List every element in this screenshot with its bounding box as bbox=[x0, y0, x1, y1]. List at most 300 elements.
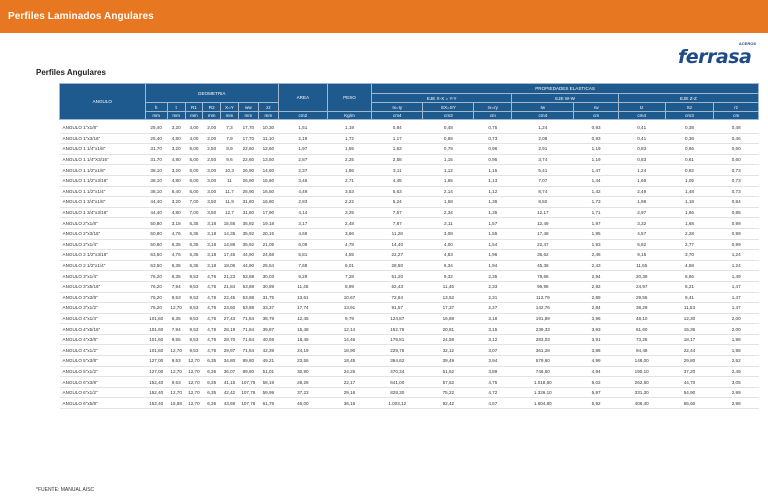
table-cell: 0,79 bbox=[423, 144, 474, 155]
table-cell: 24,68 bbox=[258, 250, 278, 261]
table-cell: 2,92 bbox=[574, 281, 618, 292]
table-cell: 107,76 bbox=[238, 398, 258, 409]
table-cell: 20,15 bbox=[258, 228, 278, 239]
table-cell: 25,54 bbox=[258, 260, 278, 271]
table-cell: 4,00 bbox=[185, 120, 203, 134]
col-prop-0: Ix=Iy bbox=[372, 103, 423, 112]
table-cell: 7,94 bbox=[167, 324, 185, 335]
table-cell: 71,84 bbox=[238, 334, 258, 345]
table-cell: 18,06 bbox=[221, 260, 239, 271]
table-cell: 1,95 bbox=[574, 228, 618, 239]
table-cell: 35,92 bbox=[238, 228, 258, 239]
table-cell: 5,97 bbox=[574, 387, 618, 398]
table-cell: 12,70 bbox=[167, 366, 185, 377]
table-cell: 9,53 bbox=[167, 356, 185, 367]
table-cell: 2,98 bbox=[714, 398, 759, 409]
table-cell: 6,01 bbox=[327, 260, 371, 271]
table-cell: 0,95 bbox=[474, 154, 512, 165]
table-cell: 9,53 bbox=[185, 313, 203, 324]
table-cell: 11,10 bbox=[258, 133, 278, 144]
table-cell: 9,53 bbox=[185, 292, 203, 303]
table-cell: 35,92 bbox=[238, 218, 258, 229]
col-geom-2: R1 bbox=[185, 103, 203, 112]
table-cell: 17,90 bbox=[258, 207, 278, 218]
table-cell: 2,84 bbox=[574, 303, 618, 314]
table-cell: 14,40 bbox=[372, 239, 423, 250]
table-row bbox=[60, 334, 759, 345]
table-cell: 6,35 bbox=[185, 239, 203, 250]
table-cell: 2,46 bbox=[574, 250, 618, 261]
unit-cell: mm bbox=[145, 112, 167, 120]
table-cell: 7,9 bbox=[221, 133, 239, 144]
table-cell: 6,35 bbox=[203, 366, 221, 377]
table-cell: 91,57 bbox=[372, 303, 423, 314]
table-cell: 361,28 bbox=[512, 345, 574, 356]
table-cell: 11,53 bbox=[665, 303, 714, 314]
profile-name: ANGULO 3"x1/4" bbox=[60, 271, 146, 282]
table-cell: 112,79 bbox=[512, 292, 574, 303]
table-cell: 71,84 bbox=[238, 345, 258, 356]
table-cell: 101,60 bbox=[145, 334, 167, 345]
table-cell: 1,48 bbox=[665, 186, 714, 197]
table-cell: 2,89 bbox=[574, 292, 618, 303]
table-cell: 25,40 bbox=[145, 133, 167, 144]
table-cell: 8,99 bbox=[327, 281, 371, 292]
table-cell: 29,80 bbox=[665, 356, 714, 367]
profile-name: ANGULO 1 1/4"x1/8" bbox=[60, 144, 146, 155]
table-cell: 61,78 bbox=[258, 398, 278, 409]
profile-name: ANGULO 2"x1/8" bbox=[60, 218, 146, 229]
table-cell: 2,22 bbox=[327, 197, 371, 208]
table-cell: 6,35 bbox=[203, 356, 221, 367]
table-cell: 3,20 bbox=[167, 197, 185, 208]
table-cell: 1,47 bbox=[574, 165, 618, 176]
table-cell: 2,00 bbox=[203, 133, 221, 144]
table-cell: 61,60 bbox=[618, 324, 665, 335]
table-cell: 36,62 bbox=[512, 250, 574, 261]
table-cell: 3,20 bbox=[167, 144, 185, 155]
table-cell: 1,47 bbox=[714, 292, 759, 303]
table-row bbox=[60, 144, 759, 155]
table-cell: 9,79 bbox=[327, 313, 371, 324]
table-cell: 1,15 bbox=[474, 165, 512, 176]
table-cell: 364,62 bbox=[372, 356, 423, 367]
table-cell: 0,41 bbox=[618, 120, 665, 134]
unit-cell: cm bbox=[714, 112, 759, 120]
group-eje-ww: EJE W-W bbox=[512, 94, 619, 103]
table-cell: 31,80 bbox=[238, 197, 258, 208]
unit-cell: cm bbox=[574, 112, 618, 120]
table-cell: 44,90 bbox=[238, 250, 258, 261]
table-row bbox=[60, 345, 759, 356]
table-row bbox=[60, 154, 759, 165]
table-cell: 1,12 bbox=[423, 165, 474, 176]
table-cell: 4,83 bbox=[423, 250, 474, 261]
table-cell: 7,68 bbox=[278, 260, 327, 271]
profile-name: ANGULO 3"x5/16" bbox=[60, 281, 146, 292]
table-cell: 22,27 bbox=[372, 250, 423, 261]
profile-name: ANGULO 4"x5/16" bbox=[60, 324, 146, 335]
table-cell: 124,87 bbox=[372, 313, 423, 324]
table-cell: 1,55 bbox=[327, 144, 371, 155]
table-cell: 9,6 bbox=[221, 154, 239, 165]
table-cell: 3,86 bbox=[574, 345, 618, 356]
table-cell: 12,70 bbox=[167, 345, 185, 356]
table-cell: 2,50 bbox=[203, 154, 221, 165]
profile-name: ANGULO 1 1/2"x1/8" bbox=[60, 165, 146, 176]
table-cell: 6,00 bbox=[185, 175, 203, 186]
table-cell: 5,81 bbox=[278, 250, 327, 261]
table-cell: 22,60 bbox=[238, 144, 258, 155]
table-cell: 8,9 bbox=[221, 144, 239, 155]
table-cell: 9,55 bbox=[167, 334, 185, 345]
unit-cell: cm bbox=[474, 112, 512, 120]
table-cell: 142,76 bbox=[512, 303, 574, 314]
angles-table bbox=[59, 83, 759, 409]
ferrasa-logo bbox=[678, 41, 758, 68]
table-cell: 42,39 bbox=[258, 345, 278, 356]
table-cell: 4,66 bbox=[278, 228, 327, 239]
table-cell: 2,11 bbox=[423, 218, 474, 229]
table-cell: 8,21 bbox=[665, 281, 714, 292]
table-cell: 0,85 bbox=[714, 207, 759, 218]
table-cell: 20,39 bbox=[618, 271, 665, 282]
table-row bbox=[60, 165, 759, 176]
table-cell: 50,80 bbox=[145, 218, 167, 229]
table-cell: 17,37 bbox=[423, 303, 474, 314]
table-cell: 89,80 bbox=[238, 356, 258, 367]
table-cell: 2,83 bbox=[278, 197, 327, 208]
logo-tag: ACEROS bbox=[738, 41, 756, 46]
table-cell: 2,33 bbox=[474, 281, 512, 292]
table-cell: 4,49 bbox=[278, 186, 327, 197]
table-cell: 2,00 bbox=[203, 120, 221, 134]
table-cell: 75,22 bbox=[423, 387, 474, 398]
table-cell: 76,20 bbox=[145, 303, 167, 314]
table-cell: 9,53 bbox=[185, 271, 203, 282]
table-cell: 1,13 bbox=[474, 175, 512, 186]
col-geom-5: ww bbox=[238, 103, 258, 112]
table-cell: 12,70 bbox=[185, 366, 203, 377]
table-row bbox=[60, 207, 759, 218]
table-cell: 2,00 bbox=[714, 324, 759, 335]
table-cell: 1,65 bbox=[423, 175, 474, 186]
table-cell: 1,97 bbox=[574, 218, 618, 229]
table-cell: 39,87 bbox=[258, 324, 278, 335]
table-cell: 44,70 bbox=[665, 377, 714, 388]
table-cell: 73,25 bbox=[618, 334, 665, 345]
table-cell: 65,60 bbox=[665, 398, 714, 409]
table-cell: 4,76 bbox=[203, 281, 221, 292]
table-cell: 31,70 bbox=[145, 144, 167, 155]
table-cell: 53,88 bbox=[238, 303, 258, 314]
table-cell: 4,55 bbox=[327, 250, 371, 261]
table-cell: 59,99 bbox=[258, 387, 278, 398]
table-cell: 3,46 bbox=[278, 175, 327, 186]
table-cell: 3,00 bbox=[203, 165, 221, 176]
table-cell: 4,14 bbox=[278, 207, 327, 218]
table-cell: 3,89 bbox=[474, 366, 512, 377]
profile-name: ANGULO 1"x3/16" bbox=[60, 133, 146, 144]
table-cell: 0,60 bbox=[714, 154, 759, 165]
table-cell: 1.604,80 bbox=[512, 398, 574, 409]
table-cell: 0,83 bbox=[618, 144, 665, 155]
table-cell: 0,84 bbox=[372, 120, 423, 134]
table-cell: 191,89 bbox=[512, 313, 574, 324]
table-cell: 2,34 bbox=[423, 207, 474, 218]
table-cell: 229,76 bbox=[372, 345, 423, 356]
table-row bbox=[60, 292, 759, 303]
table-cell: 190,10 bbox=[618, 366, 665, 377]
table-cell: 0,38 bbox=[665, 120, 714, 134]
profile-name: ANGULO 3"x1/2" bbox=[60, 303, 146, 314]
table-cell: 28,19 bbox=[221, 324, 239, 335]
table-cell: 17,70 bbox=[238, 120, 258, 134]
table-cell: 7,3 bbox=[221, 120, 239, 134]
table-cell: 31,80 bbox=[238, 207, 258, 218]
table-cell: 21,84 bbox=[221, 281, 239, 292]
table-cell: 14,35 bbox=[221, 228, 239, 239]
table-cell: 0,48 bbox=[714, 120, 759, 134]
table-cell: 6,35 bbox=[185, 218, 203, 229]
table-cell: 63,50 bbox=[145, 260, 167, 271]
table-cell: 38,29 bbox=[618, 303, 665, 314]
table-cell: 1,49 bbox=[714, 271, 759, 282]
table-cell: 0,82 bbox=[665, 165, 714, 176]
table-cell: 3,74 bbox=[512, 154, 574, 165]
table-cell: 32,12 bbox=[423, 345, 474, 356]
table-cell: 58,19 bbox=[258, 377, 278, 388]
unit-cell: cm4 bbox=[618, 112, 665, 120]
table-cell: 7,07 bbox=[512, 175, 574, 186]
table-cell: 72,84 bbox=[372, 292, 423, 303]
table-cell: 11,45 bbox=[423, 281, 474, 292]
profile-name: ANGULO 6"x5/8" bbox=[60, 398, 146, 409]
table-cell: 51,20 bbox=[372, 271, 423, 282]
table-cell: 29,97 bbox=[221, 345, 239, 356]
unit-cell: cm3 bbox=[423, 112, 474, 120]
table-cell: 0,36 bbox=[665, 133, 714, 144]
table-cell: 4,76 bbox=[203, 324, 221, 335]
table-cell: 1,24 bbox=[714, 260, 759, 271]
table-cell: 8,50 bbox=[512, 197, 574, 208]
table-cell: 2,50 bbox=[203, 144, 221, 155]
table-cell: 3,32 bbox=[618, 218, 665, 229]
table-cell: 4,80 bbox=[167, 133, 185, 144]
table-cell: 37,23 bbox=[278, 387, 327, 398]
table-cell: 148,00 bbox=[618, 356, 665, 367]
table-cell: 38,10 bbox=[145, 165, 167, 176]
table-cell: 1,12 bbox=[474, 186, 512, 197]
table-cell: 9,53 bbox=[167, 292, 185, 303]
table-row bbox=[60, 281, 759, 292]
table-cell: 2,35 bbox=[474, 271, 512, 282]
table-cell: 17,45 bbox=[221, 250, 239, 261]
table-cell: 1.326,10 bbox=[512, 387, 574, 398]
table-cell: 3,18 bbox=[203, 250, 221, 261]
table-cell: 14,88 bbox=[221, 239, 239, 250]
table-cell: 19,18 bbox=[258, 218, 278, 229]
table-cell: 3,18 bbox=[474, 313, 512, 324]
table-row bbox=[60, 133, 759, 144]
table-cell: 2,71 bbox=[327, 175, 371, 186]
group-eje-xx: EJE X-X = Y-Y bbox=[372, 94, 512, 103]
table-cell: 21,05 bbox=[258, 239, 278, 250]
unit-cell: mm bbox=[221, 112, 239, 120]
table-cell: 42,42 bbox=[221, 387, 239, 398]
table-cell: 3,18 bbox=[203, 260, 221, 271]
table-cell: 26,90 bbox=[238, 186, 258, 197]
table-cell: 1,19 bbox=[574, 154, 618, 165]
table-cell: 1,47 bbox=[714, 281, 759, 292]
table-cell: 12,30 bbox=[665, 313, 714, 324]
page-title: Perfiles Angulares bbox=[36, 68, 106, 77]
table-cell: 0,93 bbox=[574, 120, 618, 134]
table-cell: 11,28 bbox=[372, 228, 423, 239]
table-cell: 0,83 bbox=[618, 154, 665, 165]
profile-name: ANGULO 2 1/2"x1/4" bbox=[60, 260, 146, 271]
table-cell: 1,35 bbox=[474, 207, 512, 218]
table-cell: 12,7 bbox=[221, 207, 239, 218]
table-cell: 6,02 bbox=[574, 377, 618, 388]
table-cell: 579,60 bbox=[512, 356, 574, 367]
table-cell: 1,18 bbox=[665, 197, 714, 208]
table-cell: 152,40 bbox=[145, 377, 167, 388]
table-cell: 127,00 bbox=[145, 366, 167, 377]
table-cell: 6,35 bbox=[203, 387, 221, 398]
table-row bbox=[60, 250, 759, 261]
table-cell: 17,70 bbox=[238, 133, 258, 144]
table-cell: 2,58 bbox=[372, 154, 423, 165]
table-cell: 0,75 bbox=[474, 120, 512, 134]
table-cell: 89,80 bbox=[238, 366, 258, 377]
table-row bbox=[60, 260, 759, 271]
profile-name: ANGULO 1 1/2"x1/4" bbox=[60, 186, 146, 197]
table-cell: 25,40 bbox=[145, 120, 167, 134]
table-cell: 2,48 bbox=[327, 218, 371, 229]
table-row bbox=[60, 239, 759, 250]
table-cell: 4,72 bbox=[474, 387, 512, 398]
table-cell: 18,45 bbox=[327, 356, 371, 367]
unit-cell: cm4 bbox=[512, 112, 574, 120]
table-cell: 30,03 bbox=[258, 271, 278, 282]
table-cell: 152,40 bbox=[145, 387, 167, 398]
table-cell: 78,66 bbox=[512, 271, 574, 282]
table-cell: 262,60 bbox=[618, 377, 665, 388]
table-cell: 3,94 bbox=[474, 356, 512, 367]
table-cell: 0,99 bbox=[714, 218, 759, 229]
table-cell: 3,17 bbox=[278, 218, 327, 229]
table-cell: 12,60 bbox=[258, 144, 278, 155]
table-cell: 16,50 bbox=[258, 186, 278, 197]
table-row bbox=[60, 366, 759, 377]
table-cell: 1,98 bbox=[714, 334, 759, 345]
table-cell: 14,60 bbox=[258, 165, 278, 176]
table-cell: 11,9 bbox=[221, 197, 239, 208]
table-cell: 1,55 bbox=[474, 228, 512, 239]
table-cell: 331,30 bbox=[618, 387, 665, 398]
table-cell: 3,18 bbox=[167, 218, 185, 229]
table-cell: 1,73 bbox=[574, 197, 618, 208]
table-cell: 7,87 bbox=[372, 218, 423, 229]
table-cell: 0,73 bbox=[714, 186, 759, 197]
table-cell: 3,70 bbox=[665, 250, 714, 261]
table-cell: 5,24 bbox=[372, 197, 423, 208]
table-cell: 1,05 bbox=[665, 175, 714, 186]
unit-cell: mm bbox=[167, 112, 185, 120]
table-cell: 3,50 bbox=[203, 207, 221, 218]
table-cell: 62,43 bbox=[372, 281, 423, 292]
table-cell: 0,68 bbox=[423, 133, 474, 144]
table-cell: 3,96 bbox=[574, 313, 618, 324]
col-prop-1: SX=SY bbox=[423, 103, 474, 112]
table-cell: 11,65 bbox=[618, 260, 665, 271]
table-cell: 36,16 bbox=[327, 398, 371, 409]
col-area: AREA bbox=[278, 84, 327, 112]
table-cell: 45,36 bbox=[512, 260, 574, 271]
table-cell: 50,80 bbox=[145, 228, 167, 239]
table-cell: 2,94 bbox=[574, 271, 618, 282]
profile-name: ANGULO 2"x3/16" bbox=[60, 228, 146, 239]
table-cell: 4,45 bbox=[372, 175, 423, 186]
table-cell: 6,35 bbox=[203, 398, 221, 409]
table-cell: 38,79 bbox=[258, 313, 278, 324]
table-cell: 7,28 bbox=[327, 271, 371, 282]
table-cell: 18,45 bbox=[278, 334, 327, 345]
table-cell: 1,36 bbox=[474, 197, 512, 208]
profile-name: ANGULO 6"x3/8" bbox=[60, 377, 146, 388]
profile-name: ANGULO 4"x1/4" bbox=[60, 313, 146, 324]
table-cell: 12,70 bbox=[185, 398, 203, 409]
table-cell: 38,10 bbox=[145, 186, 167, 197]
table-cell: 18,17 bbox=[665, 334, 714, 345]
col-geom-6: zz bbox=[258, 103, 278, 112]
table-cell: 1,96 bbox=[474, 250, 512, 261]
table-cell: 24,58 bbox=[423, 334, 474, 345]
table-cell: 7,00 bbox=[185, 207, 203, 218]
table-cell: 0,84 bbox=[714, 197, 759, 208]
table-cell: 71,84 bbox=[238, 313, 258, 324]
table-cell: 22,44 bbox=[665, 345, 714, 356]
table-cell: 1,98 bbox=[714, 345, 759, 356]
table-cell: 5,92 bbox=[574, 398, 618, 409]
table-cell: 6,86 bbox=[665, 271, 714, 282]
table-cell: 13,50 bbox=[258, 154, 278, 165]
table-cell: 1,15 bbox=[423, 154, 474, 165]
table-cell: 53,88 bbox=[238, 292, 258, 303]
table-row bbox=[60, 228, 759, 239]
table-cell: 28,26 bbox=[278, 377, 327, 388]
table-cell: 15,48 bbox=[278, 324, 327, 335]
table-cell: 31,75 bbox=[258, 292, 278, 303]
table-cell: 0,99 bbox=[714, 228, 759, 239]
unit-cell: cm2 bbox=[278, 112, 327, 120]
group-geometria: GEOMETRIA bbox=[145, 84, 278, 103]
table-cell: 46,00 bbox=[278, 398, 327, 409]
table-cell: 3,07 bbox=[474, 345, 512, 356]
table-cell: 3,18 bbox=[203, 218, 221, 229]
table-cell: 4,78 bbox=[327, 239, 371, 250]
table-cell: 4,80 bbox=[167, 154, 185, 165]
unit-cell: mm bbox=[203, 112, 221, 120]
group-propiedades: PROPIEDADES ELASTICAS bbox=[372, 84, 759, 94]
unit-cell: mm bbox=[238, 112, 258, 120]
col-geom-0: h bbox=[145, 103, 167, 112]
table-cell: 5,41 bbox=[512, 165, 574, 176]
table-cell: 3,00 bbox=[203, 186, 221, 197]
table-cell: 7,57 bbox=[372, 207, 423, 218]
table-cell: 1,24 bbox=[618, 165, 665, 176]
